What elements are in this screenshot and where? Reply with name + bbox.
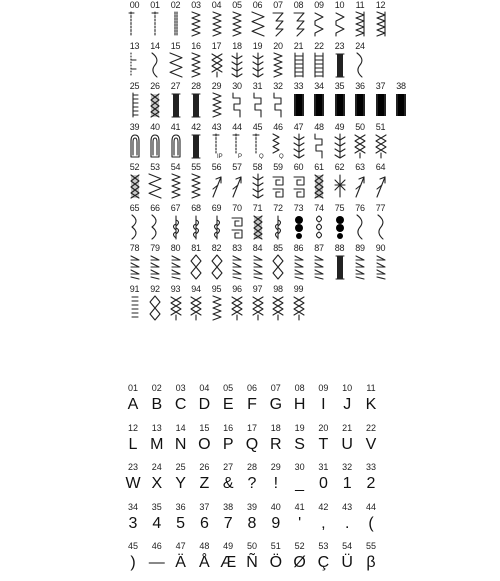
stitch-number: 22 [314, 40, 324, 51]
stitch-number: 49 [334, 121, 345, 132]
letter-number: 10 [342, 383, 353, 393]
letter-pattern-04 [191, 383, 217, 423]
letter-number: 45 [127, 541, 138, 551]
letter-number: 28 [246, 462, 257, 472]
stitch-pattern-90 [369, 243, 392, 283]
letter-glyph: Q [245, 435, 259, 453]
stitch-number: 68 [191, 202, 201, 213]
stitch-pattern-38 [390, 81, 413, 121]
letter-glyph: Ç [317, 554, 330, 571]
stitch-number: 54 [170, 162, 181, 172]
letter-glyph: H [293, 396, 306, 413]
stitch-number: 03 [191, 0, 201, 10]
letter-pattern-36 [168, 502, 194, 542]
stitch-number: 38 [396, 81, 406, 91]
stitch-number: 45 [252, 121, 263, 132]
letter-glyph: 8 [247, 514, 257, 532]
stitch-number: 35 [334, 81, 345, 91]
letter-number: 25 [175, 462, 186, 472]
stitch-number: 75 [334, 202, 345, 213]
letter-glyph: Æ [220, 554, 237, 571]
stitch-number: 95 [211, 283, 222, 294]
stitch-pattern-99 [287, 284, 310, 324]
stitch-number: 90 [375, 243, 386, 253]
stitch-number: 91 [129, 283, 140, 294]
letter-pattern-49 [215, 541, 241, 581]
letter-glyph: Ä [175, 554, 186, 571]
letter-number: 51 [270, 541, 281, 551]
stitch-number: 72 [273, 202, 283, 213]
letter-number: 09 [318, 383, 329, 393]
letter-glyph: 9 [271, 514, 281, 532]
letter-glyph: I [321, 396, 326, 413]
stitch-number: 57 [232, 162, 242, 172]
letter-pattern-50 [239, 541, 265, 581]
letter-glyph: P [222, 435, 234, 453]
letter-pattern-52 [287, 541, 313, 581]
stitch-number: 01 [150, 0, 160, 10]
letter-pattern-35 [144, 502, 170, 542]
letter-pattern-11 [358, 383, 384, 423]
letter-glyph: ( [368, 514, 374, 532]
stitch-number: 31 [252, 81, 263, 91]
stitch-number: 06 [252, 0, 263, 10]
letter-number: 08 [294, 383, 305, 393]
letter-glyph: S [294, 435, 305, 453]
letter-pattern-48 [191, 541, 217, 581]
stitch-number: 67 [170, 202, 181, 213]
stitch-number: 86 [293, 243, 304, 253]
letter-glyph: C [174, 396, 187, 413]
letter-number: 06 [246, 383, 257, 393]
stitch-number: 66 [150, 202, 160, 213]
letter-glyph: F [247, 396, 257, 413]
letter-glyph: 0 [318, 475, 328, 492]
stitch-number: 70 [232, 202, 242, 213]
letter-number: 12 [127, 422, 138, 433]
stitch-pattern-12 [369, 0, 392, 40]
stitch-number: 56 [211, 162, 222, 172]
stitch-number: 71 [252, 202, 263, 213]
stitch-number: 11 [355, 0, 365, 10]
stitch-number: 80 [170, 243, 181, 253]
stitch-number: 16 [191, 40, 201, 51]
stitch-number: 47 [293, 121, 304, 132]
letter-pattern-13 [144, 423, 170, 463]
stitch-number: 12 [375, 0, 386, 10]
letter-glyph: Ø [293, 554, 306, 571]
stitch-number: 79 [150, 243, 160, 253]
letter-number: 41 [294, 501, 305, 512]
stitch-number: 60 [293, 162, 304, 172]
letter-number: 19 [294, 422, 305, 433]
stitch-number: 43 [211, 121, 222, 132]
letter-number: 02 [151, 383, 162, 393]
stitch-number: 32 [273, 81, 283, 91]
letter-number: 26 [199, 462, 210, 472]
letter-glyph: Å [199, 554, 210, 571]
letter-glyph: ' [298, 514, 302, 532]
stitch-pattern-51 [369, 122, 392, 162]
overlock-stitch-icon [369, 11, 392, 37]
letter-glyph: A [127, 396, 139, 413]
stitch-number: 82 [211, 243, 222, 253]
letter-number: 21 [342, 422, 353, 433]
letter-glyph: D [198, 396, 211, 413]
stitch-pattern-64 [369, 162, 392, 202]
letter-number: 11 [366, 383, 376, 393]
letter-glyph: _ [295, 475, 305, 492]
letter-pattern-08 [287, 383, 313, 423]
letter-number: 44 [365, 501, 376, 512]
letter-glyph: N [174, 435, 187, 453]
letter-pattern-12 [120, 423, 146, 463]
letter-glyph: 4 [152, 514, 162, 532]
cross-stitch-icon [369, 133, 392, 159]
svg-text:Q: Q [258, 153, 264, 159]
letter-number: 22 [365, 422, 376, 433]
letter-number: 16 [223, 422, 234, 433]
letter-number: 05 [223, 383, 234, 393]
letter-glyph: L [128, 435, 138, 453]
stitch-number: 96 [232, 283, 242, 294]
letter-number: 39 [246, 501, 257, 512]
stitch-number: 69 [211, 202, 222, 213]
letter-glyph: M [150, 435, 164, 453]
letter-number: 07 [270, 383, 281, 393]
letter-glyph: 2 [366, 475, 376, 492]
letter-pattern-26 [191, 462, 217, 502]
stitch-number: 17 [211, 40, 222, 51]
letter-pattern-18 [263, 423, 289, 463]
letter-number: 50 [246, 541, 257, 551]
stitch-number: 44 [232, 121, 242, 132]
letter-pattern-09 [310, 383, 336, 423]
letter-number: 37 [199, 501, 210, 512]
stitch-number: 62 [334, 162, 345, 172]
letter-number: 47 [175, 541, 186, 551]
letter-number: 17 [246, 422, 257, 433]
letter-pattern-54 [334, 541, 360, 581]
letter-glyph: W [125, 475, 141, 492]
stitch-number: 94 [191, 283, 201, 294]
stitch-number: 99 [293, 283, 304, 294]
stitch-number: 78 [129, 243, 140, 253]
stitch-number: 73 [293, 202, 304, 213]
letter-number: 43 [342, 501, 353, 512]
letter-pattern-21 [334, 423, 360, 463]
stitch-number: 48 [314, 121, 324, 132]
stitch-number: 19 [252, 40, 263, 51]
letter-pattern-25 [168, 462, 194, 502]
letter-glyph: E [222, 396, 234, 413]
letter-number: 35 [151, 501, 162, 512]
letter-glyph: X [151, 475, 163, 492]
letter-pattern-34 [120, 502, 146, 542]
letter-pattern-31 [310, 462, 336, 502]
stitch-number: 76 [355, 202, 365, 213]
stitch-number: 97 [252, 283, 263, 294]
letter-pattern-47 [168, 541, 194, 581]
svg-text:IP: IP [216, 153, 223, 159]
letter-pattern-07 [263, 383, 289, 423]
letter-number: 54 [342, 541, 353, 551]
letter-glyph: . [344, 514, 350, 532]
letter-pattern-05 [215, 383, 241, 423]
letter-glyph: Ö [269, 554, 283, 571]
letter-number: 33 [365, 462, 376, 472]
stitch-number: 24 [355, 40, 365, 51]
stitch-number: 00 [129, 0, 140, 10]
letter-glyph: U [341, 435, 353, 453]
stitch-number: 04 [211, 0, 222, 10]
stitch-number: 64 [375, 162, 386, 172]
letter-number: 14 [175, 422, 186, 433]
letter-pattern-23 [120, 462, 146, 502]
stitch-number: 34 [314, 81, 324, 91]
letter-pattern-44 [358, 502, 384, 542]
stitch-number: 10 [334, 0, 345, 10]
letter-glyph: ! [273, 475, 279, 492]
letter-pattern-33 [358, 462, 384, 502]
stitch-number: 02 [170, 0, 181, 10]
stitch-number: 27 [170, 81, 181, 91]
stitch-number: 83 [232, 243, 242, 253]
letter-pattern-02 [144, 383, 170, 423]
letter-glyph: ? [247, 475, 257, 492]
letter-number: 03 [175, 383, 186, 393]
stitch-number: 92 [150, 283, 160, 294]
letter-number: 40 [270, 501, 281, 512]
stitch-number: 85 [273, 243, 283, 253]
letter-glyph: Ñ [246, 554, 258, 571]
svg-text:P: P [238, 153, 243, 159]
letter-number: 32 [342, 462, 353, 472]
stitch-number: 52 [129, 162, 140, 172]
letter-pattern-19 [287, 423, 313, 463]
stitch-number: 30 [232, 81, 242, 91]
letter-glyph: B [151, 396, 163, 413]
letter-pattern-03 [168, 383, 194, 423]
letter-glyph: Ü [341, 554, 353, 571]
stitch-number: 55 [191, 162, 201, 172]
letter-pattern-06 [239, 383, 265, 423]
letter-number: 24 [151, 462, 162, 472]
letter-glyph: R [270, 435, 282, 453]
wedge-stitch-icon [369, 254, 392, 280]
letter-pattern-28 [239, 462, 265, 502]
stitch-number: 39 [129, 121, 140, 132]
letter-pattern-14 [168, 423, 194, 463]
stitch-number: 59 [273, 162, 283, 172]
letter-pattern-53 [310, 541, 336, 581]
stitch-number: 89 [355, 243, 365, 253]
letter-glyph: K [365, 396, 377, 413]
letter-pattern-29 [263, 462, 289, 502]
letter-glyph: O [198, 435, 211, 453]
stitch-number: 81 [191, 243, 201, 253]
letter-glyph: & [222, 475, 234, 492]
stitch-pattern-77 [369, 203, 392, 243]
letter-glyph: 7 [223, 514, 233, 532]
stitch-number: 20 [273, 40, 283, 51]
letter-glyph: 1 [342, 475, 352, 492]
stitch-number: 42 [191, 121, 201, 132]
letter-number: 38 [223, 501, 234, 512]
letter-number: 20 [318, 422, 329, 433]
letter-pattern-24 [144, 462, 170, 502]
stitch-number: 05 [232, 0, 242, 10]
stitch-number: 18 [232, 40, 242, 51]
stitch-number: 36 [355, 81, 365, 91]
letter-number: 29 [270, 462, 281, 472]
letter-number: 55 [365, 541, 376, 551]
letter-glyph: V [365, 435, 377, 453]
letter-glyph: Y [175, 475, 186, 492]
letter-glyph: ) [130, 554, 136, 571]
stitch-number: 08 [293, 0, 304, 10]
letter-pattern-41 [287, 502, 313, 542]
letter-pattern-15 [191, 423, 217, 463]
letter-pattern-40 [263, 502, 289, 542]
letter-number: 18 [270, 422, 281, 433]
stitch-number: 84 [252, 243, 263, 253]
letter-number: 46 [151, 541, 162, 551]
stitch-number: 15 [170, 40, 181, 51]
letter-pattern-22 [358, 423, 384, 463]
letter-number: 36 [175, 501, 186, 512]
letter-number: 34 [127, 501, 138, 512]
letter-number: 48 [199, 541, 210, 551]
letter-glyph: 3 [128, 514, 138, 532]
stitch-number: 65 [129, 202, 140, 213]
letter-pattern-01 [120, 383, 146, 423]
letter-number: 53 [318, 541, 329, 551]
letter-glyph: 5 [176, 514, 186, 532]
letter-glyph: β [366, 554, 376, 571]
letter-number: 52 [294, 541, 305, 551]
stitch-number: 63 [355, 162, 365, 172]
letter-pattern-42 [310, 502, 336, 542]
stitch-number: 77 [375, 202, 386, 213]
letter-glyph: , [321, 514, 326, 532]
letter-pattern-27 [215, 462, 241, 502]
stitch-number: 74 [314, 202, 324, 213]
stitch-number: 37 [375, 81, 386, 91]
wave-stitch-icon [369, 214, 392, 240]
stitch-number: 23 [334, 40, 345, 51]
cross-stitch-icon [287, 295, 310, 321]
arrow-stitch-icon [369, 173, 392, 199]
wave-stitch-icon [349, 52, 372, 78]
stitch-number: 09 [314, 0, 324, 10]
stitch-number: 07 [273, 0, 283, 10]
letter-number: 13 [151, 422, 162, 433]
letter-pattern-38 [215, 502, 241, 542]
letter-glyph: G [269, 396, 283, 413]
svg-text:Q: Q [279, 153, 284, 159]
stitch-number: 87 [314, 243, 324, 253]
letter-pattern-10 [334, 383, 360, 423]
stitch-number: 33 [293, 81, 304, 91]
letter-number: 30 [294, 462, 305, 472]
stitch-number: 26 [150, 81, 160, 91]
stitch-number: 58 [252, 162, 263, 172]
letter-pattern-32 [334, 462, 360, 502]
letter-pattern-16 [215, 423, 241, 463]
letter-pattern-45 [120, 541, 146, 581]
letter-glyph: J [343, 396, 352, 413]
letter-number: 49 [223, 541, 234, 551]
letter-number: 42 [318, 501, 329, 512]
letter-pattern-43 [334, 502, 360, 542]
stitch-number: 51 [375, 121, 386, 132]
stitch-number: 98 [273, 283, 283, 294]
letter-number: 27 [223, 462, 234, 472]
letter-pattern-39 [239, 502, 265, 542]
letter-glyph: — [148, 554, 165, 571]
letter-number: 04 [199, 383, 210, 393]
stitch-number: 53 [150, 162, 160, 172]
letter-pattern-55 [358, 541, 384, 581]
letter-pattern-20 [310, 423, 336, 463]
stitch-number: 25 [129, 81, 140, 91]
letter-pattern-37 [191, 502, 217, 542]
letter-glyph: T [318, 435, 329, 453]
letter-pattern-46 [144, 541, 170, 581]
stitch-number: 14 [150, 40, 160, 51]
stitch-number: 40 [150, 121, 160, 132]
stitch-number: 46 [273, 121, 283, 132]
buttonhole-stitch-icon [390, 92, 413, 118]
letter-pattern-51 [263, 541, 289, 581]
stitch-number: 88 [334, 243, 345, 253]
stitch-number: 13 [129, 40, 140, 51]
stitch-pattern-24 [349, 41, 372, 81]
stitch-number: 41 [170, 121, 181, 132]
letter-number: 01 [127, 383, 138, 393]
letter-pattern-17 [239, 423, 265, 463]
stitch-number: 28 [191, 81, 201, 91]
letter-number: 31 [318, 462, 329, 472]
stitch-number: 29 [211, 81, 222, 91]
stitch-number: 50 [355, 121, 365, 132]
stitch-number: 61 [314, 162, 324, 172]
letter-glyph: Z [199, 475, 210, 492]
letter-pattern-30 [287, 462, 313, 502]
stitch-number: 21 [293, 40, 304, 51]
stitch-number: 93 [170, 283, 181, 294]
letter-number: 15 [199, 422, 210, 433]
letter-glyph: 6 [199, 514, 209, 532]
letter-number: 23 [127, 462, 138, 472]
